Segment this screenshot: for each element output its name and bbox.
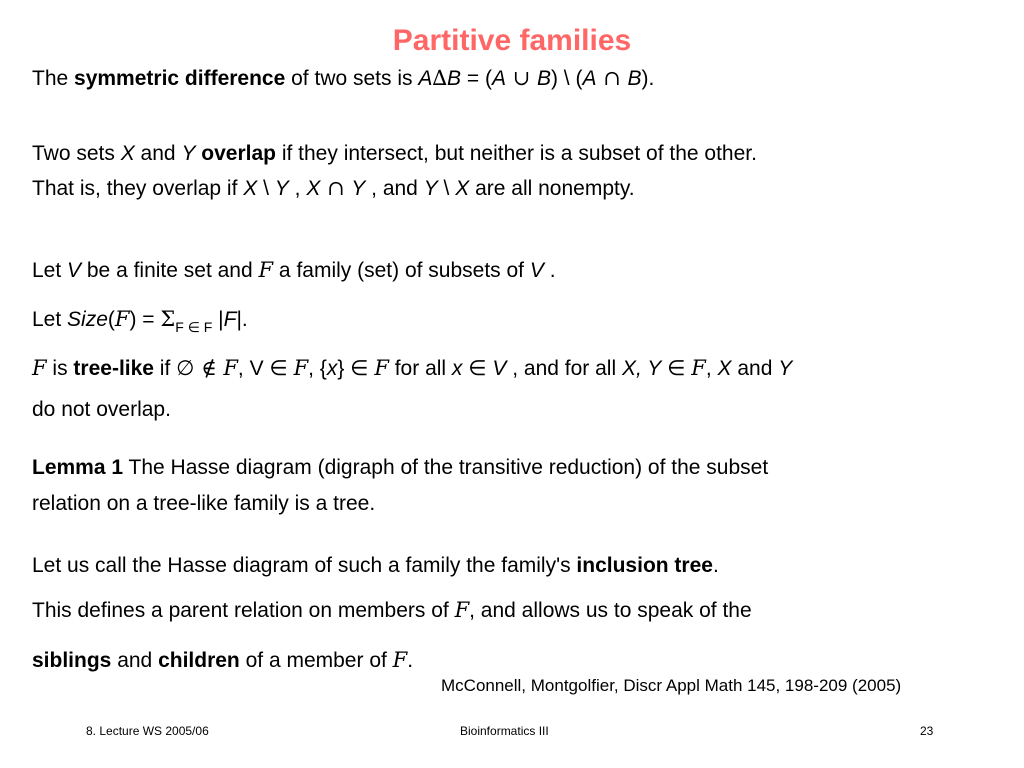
inclusion-tree-sentence: Let us call the Hasse diagram of such a family the family's inclusion tree. (32, 554, 719, 577)
citation: McConnell, Montgolfier, Discr Appl Math 145, 198-209 (2005) (441, 676, 902, 695)
tree-like-definition: F is tree-like if ∅ ∉ F, V ∈ F, {x} ∈ F for all x ∈ V , and for all X, Y ∈ F, X and Y (32, 356, 793, 380)
slide-title: Partitive families (392, 24, 632, 57)
footer-page-number: 23 (920, 724, 934, 738)
lemma-label: Lemma 1 (32, 456, 124, 479)
siblings-children-sentence: siblings and children of a member of F. (32, 648, 414, 672)
term-inclusion-tree: inclusion tree (576, 554, 713, 577)
term-children: children (158, 649, 240, 672)
family-definition: Let V be a finite set and F a family (set) of subsets of V . (32, 258, 556, 282)
lemma-1: Lemma 1 The Hasse diagram (digraph of the transitive reduction) of the subset (32, 456, 769, 479)
symmetric-difference-definition: The symmetric difference of two sets is A∆B = (A ∪ B) \ (A ∩ B). (32, 66, 655, 90)
term-symmetric-difference: symmetric difference (74, 67, 286, 90)
footer-lecture: 8. Lecture WS 2005/06 (86, 724, 209, 738)
parent-relation-sentence: This defines a parent relation on members of F, and allows us to speak of the (32, 598, 752, 622)
term-siblings: siblings (32, 649, 112, 672)
lemma-1-cont: relation on a tree-like family is a tree. (32, 492, 376, 515)
size-definition: Let Size(F) = $\Sigma_{F \in F}$ |F|. (32, 307, 248, 335)
tree-like-definition-cont: do not overlap. (32, 398, 171, 421)
footer-course: Bioinformatics III (460, 724, 549, 738)
overlap-condition: That is, they overlap if X \ Y , X ∩ Y , and Y \ X are all nonempty. (32, 176, 635, 200)
term-tree-like: tree-like (73, 357, 154, 380)
overlap-definition: Two sets X and Y overlap if they intersect, but neither is a subset of the other. (32, 142, 757, 165)
term-overlap: overlap (201, 142, 276, 165)
